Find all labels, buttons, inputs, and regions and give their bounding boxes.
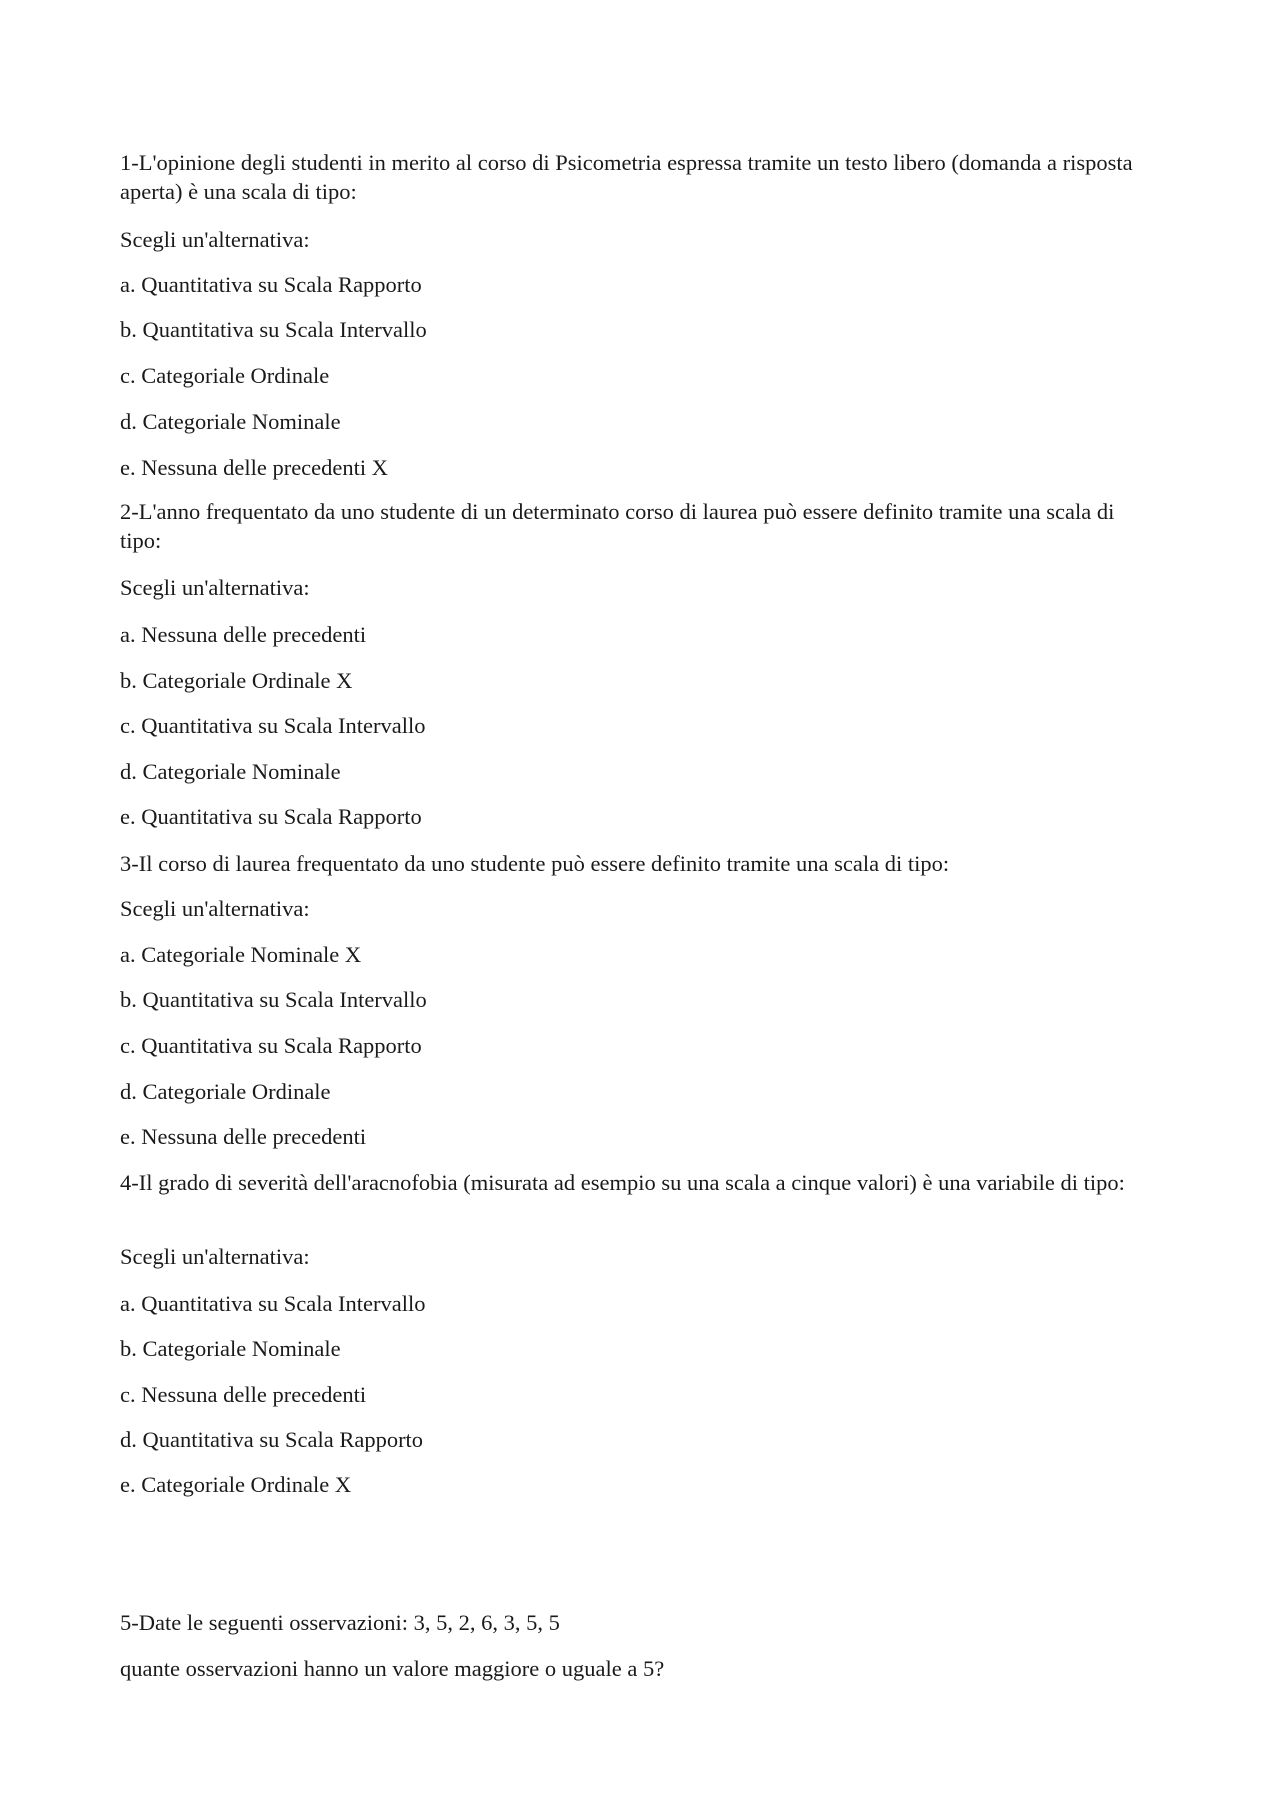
question-4-prompt: Scegli un'alternativa: <box>120 1244 310 1269</box>
question-3-prompt: Scegli un'alternativa: <box>120 896 310 921</box>
question-4-option-d: d. Quantitativa su Scala Rapporto <box>120 1427 424 1452</box>
question-2-option-c: c. Quantitativa su Scala Intervallo <box>120 713 426 738</box>
question-4-option-b: b. Categoriale Nominale <box>120 1336 341 1361</box>
question-2-option-e: e. Quantitativa su Scala Rapporto <box>120 804 422 829</box>
question-1-text: 1-L'opinione degli studenti in merito al corso di Psicometria espressa tramite un testo libero (domanda a risposta aperta) è una scala di tipo: <box>120 150 1133 204</box>
question-5-text: 5-Date le seguenti osservazioni: 3, 5, 2, 6, 3, 5, 5 <box>120 1610 560 1635</box>
question-1-option-c: c. Categoriale Ordinale <box>120 363 330 388</box>
question-3-option-e: e. Nessuna delle precedenti <box>120 1124 367 1149</box>
question-3-option-a: a. Categoriale Nominale X <box>120 942 362 967</box>
question-2-option-b: b. Categoriale Ordinale X <box>120 668 353 693</box>
question-4-option-a: a. Quantitativa su Scala Intervallo <box>120 1291 426 1316</box>
question-1-prompt: Scegli un'alternativa: <box>120 227 310 252</box>
question-1-option-e: e. Nessuna delle precedenti X <box>120 455 389 480</box>
question-2-option-d: d. Categoriale Nominale <box>120 759 341 784</box>
question-3-option-d: d. Categoriale Ordinale <box>120 1079 331 1104</box>
question-5-followup: quante osservazioni hanno un valore maggiore o uguale a 5? <box>120 1656 665 1681</box>
question-3-text: 3-Il corso di laurea frequentato da uno studente può essere definito tramite una scala di tipo: <box>120 851 950 876</box>
question-1-option-a: a. Quantitativa su Scala Rapporto <box>120 272 422 297</box>
question-2-prompt: Scegli un'alternativa: <box>120 575 310 600</box>
question-3-option-b: b. Quantitativa su Scala Intervallo <box>120 987 427 1012</box>
question-4-text: 4-Il grado di severità dell'aracnofobia (misurata ad esempio su una scala a cinque valori) è una variabile di tipo: <box>120 1170 1125 1195</box>
question-1-option-d: d. Categoriale Nominale <box>120 409 341 434</box>
question-2-option-a: a. Nessuna delle precedenti <box>120 622 367 647</box>
question-3-option-c: c. Quantitativa su Scala Rapporto <box>120 1033 422 1058</box>
question-2-text: 2-L'anno frequentato da uno studente di un determinato corso di laurea può essere definito tramite una scala di tipo: <box>120 499 1115 553</box>
question-1-option-b: b. Quantitativa su Scala Intervallo <box>120 317 427 342</box>
question-4-option-e: e. Categoriale Ordinale X <box>120 1472 352 1497</box>
question-4-option-c: c. Nessuna delle precedenti <box>120 1382 367 1407</box>
